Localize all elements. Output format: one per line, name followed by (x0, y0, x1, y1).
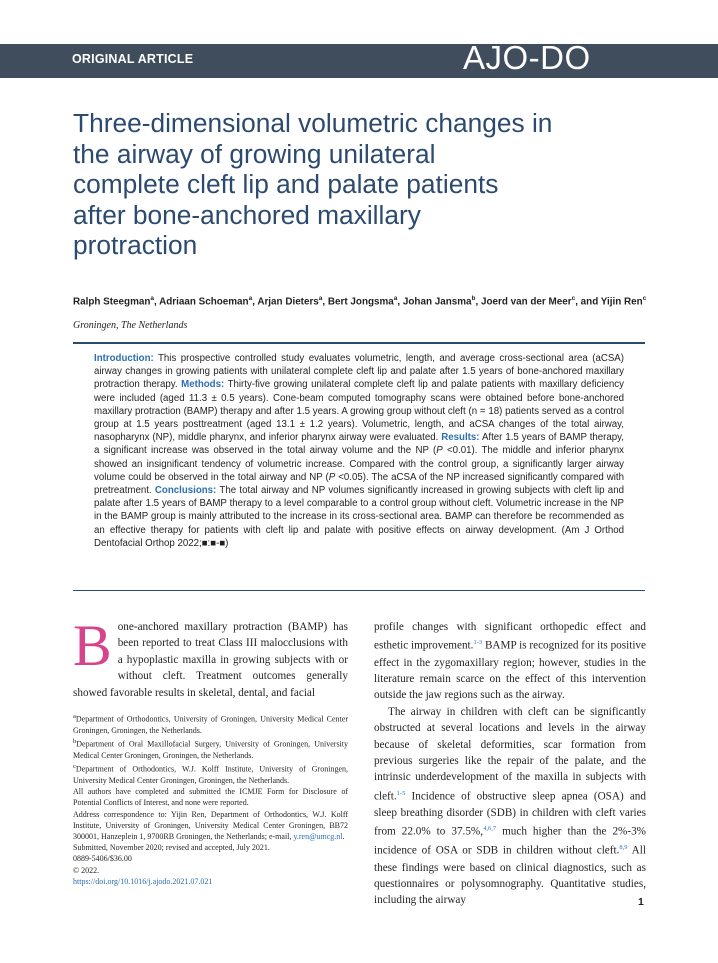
body-paragraph (73, 613, 348, 701)
abstract (94, 352, 624, 550)
abstract-results: <0.01). The middle and inferior pharynx showed an insignificant tendency of volumetric increase. Compared with the control group, a significantly larger airway volume could be observed in the total airway and NP ( (94, 445, 624, 483)
author-name: Yijin Ren (600, 296, 643, 308)
title-line: Three-dimensional volumetric changes in (73, 108, 553, 138)
footnote-disclosure: All authors have completed and submitted the ICMJE Form for Disclosure of Potential Conflicts of Interest, and none were reported. (73, 787, 348, 808)
title-line: the airway of growing unilateral (73, 138, 436, 169)
citation-link[interactable]: 4,6,7 (483, 825, 497, 833)
citation-link[interactable]: 1-5 (396, 789, 406, 797)
footnote-copyright: © 2022. (73, 865, 100, 875)
footnote-text: Department of Oral Maxillofacial Surgery, University of Groningen, University Medical Center Groningen, Groningen, the Netherlands. (73, 739, 348, 760)
journal-logo: AJO-DO (463, 39, 591, 76)
body-paragraph (374, 704, 646, 909)
drop-cap: B (73, 613, 112, 678)
author-affiliation-mark: a (248, 295, 253, 302)
footnote-text: Department of Orthodontics, University of Groningen, University Medical Center Groningen, Groningen, the Netherlands. (73, 714, 348, 735)
author-name: Arjan Dieters (257, 296, 319, 308)
author-affiliation-mark: a (318, 295, 323, 302)
page-number: 1 (638, 896, 644, 908)
title-line: after bone-anchored maxillary (73, 199, 421, 230)
author-affiliation-mark: c (571, 295, 576, 302)
body-text: The airway in children with cleft can be significantly obstructed at several locations and levels in the airway because of skeletal deformities, scar formation from previous surgeries like the repair of the palate, and the intrinsic underdevelopment of the maxilla in subjects with cleft. (374, 705, 646, 803)
article-title (73, 108, 593, 261)
abstract-methods: Thirty-five growing unilateral complete cleft lip and palate patients with maxillary deficiency were included (aged 11.3 ± 0.5 years). Cone-beam computed tomography scans were obtained before bone-anchored maxillary protraction (BAMP) therapy and after 1.5 years. A growing group without cleft (n = 18) patients served as a control group at 1.5 years posttreatment (aged 13.1 ± 1.2 years). Volumetric, length, and aCSA changes of the total airway, nasopharynx (NP), middle pharynx, and inferior pharynx airway were evaluated. (94, 379, 624, 444)
footnote (73, 711, 348, 736)
body-paragraph-text: one-anchored maxillary protraction (BAMP) has been reported to treat Class III malocclusions with a hypoplastic maxilla in growing subjects with or without cleft. Treatment outcomes generally showed favorable results in skeletal, dental, and facial (73, 621, 348, 699)
abstract-intro: This prospective controlled study evaluates volumetric, length, and average cross-sectional area (aCSA) airway changes in growing patients with unilateral complete cleft lip and palate after 1.5 years of bone-anchored maxillary protraction therapy. (94, 353, 624, 391)
author-affiliation-mark: c (642, 295, 647, 302)
email-link[interactable]: y.ren@umcg.nl (293, 832, 343, 841)
body-text: All these findings were based on clinical diagnostics, such as questionnaires or polysomnography. Quantitative studies, including the airway (374, 845, 646, 907)
abstract-methods-label: Methods: (181, 379, 225, 391)
abstract-results-label: Results: (441, 432, 480, 444)
abstract-top-rule (73, 342, 645, 344)
title-line: protraction (73, 230, 198, 260)
author-name: Ralph Steegman (73, 296, 151, 308)
body-column-left (73, 613, 348, 701)
body-paragraph (374, 619, 646, 704)
p-value-symbol: P (328, 471, 336, 483)
citation-link[interactable]: 8,9 (619, 844, 628, 852)
footnote (73, 761, 348, 786)
footnote-issn: 0889-5406/$36.00 (73, 854, 132, 864)
abstract-bottom-rule (73, 590, 645, 591)
body-text: profile changes with significant orthopedic effect and esthetic improvement. (374, 621, 646, 653)
p-value-symbol: P (436, 445, 443, 457)
abstract-results: <0.05). The aCSA of the NP increased significantly compared with pretreatment. (94, 471, 624, 497)
author-affiliation-mark: b (471, 295, 476, 302)
author-location: Groningen, The Netherlands (73, 320, 188, 331)
footnote-text: Department of Orthodontics, W.J. Kolff Institute, University of Groningen, University Medical Center Groningen, Groningen, the Netherlands. (73, 764, 348, 785)
body-text: Incidence of obstructive sleep apnea (OSA) and sleep breathing disorder (SDB) in children with cleft varies from 22.0% to 37.5%, (374, 790, 646, 839)
footnote-address-text: Address correspondence to: Yijin Ren, Department of Orthodontics, W.J. Kolff Institute, University of Groningen, University Medical Center Groningen, BB72 300001, Hanzeplein 1, 9700RB Groningen, the Netherlands; e-mail, (73, 809, 348, 841)
abstract-results: After 1.5 years of BAMP therapy, a significant increase was observed in the total airway volume and the NP ( (94, 432, 624, 457)
citation-link[interactable]: 1-3 (473, 639, 483, 647)
author-list: Ralph Steegman$^a$, Adriaan Schoeman$^a$, Arjan Dieters$^a$, Bert Jongsma$^a$, Johan Jansma$^b$, Joerd van der Meer$^c$, and Yijin Ren$^c$ (73, 295, 647, 308)
body-text: BAMP is recognized for its positive effect in the zygomaxillary region; however, studies in the literature remain scarce on the effect of this intervention outside the jaw regions such as the airway. (374, 640, 646, 702)
footnote (73, 736, 348, 761)
title-line: complete cleft lip and palate patients (73, 169, 499, 199)
footnotes (73, 711, 348, 887)
doi-link[interactable]: https://doi.org/10.1016/j.ajodo.2021.07.021 (73, 876, 213, 886)
author-name: Joerd van der Meer (481, 296, 572, 308)
footnote-address: Address correspondence to: Yijin Ren, Department of Orthodontics, W.J. Kolff Institute, University of Groningen, University Medical Center Groningen, BB72 300001, Hanzeplein 1, 9700RB Groningen, the Netherlands; e-mail, y.ren@umcg.nl. (73, 809, 348, 841)
abstract-intro-label: Introduction: (94, 353, 154, 364)
abstract-conclusions: The total airway and NP volumes significantly increased in growing subjects with cleft lip and palate after 1.5 years of BAMP therapy to a level comparable to a control group without cleft. Volumetric increase in the NP in the BAMP group is mainly attributed to the increase in its cross-sectional area. BAMP can therefore be recommended as an effective therapy for patients with cleft lip and palate with positive effects on airway development. (Am J Orthod Dentofacial Orthop 2022;■:■-■) (94, 485, 624, 549)
author-affiliation-mark: a (150, 295, 154, 302)
author-name: Johan Jansma (402, 296, 472, 308)
author-affiliation-mark: a (393, 295, 398, 302)
footnote-mark: c (73, 763, 76, 771)
body-text: much higher than the 2%-3% incidence of OSA or SDB in children without cleft. (374, 826, 646, 858)
section-label: ORIGINAL ARTICLE (72, 52, 194, 66)
footnote-submitted: Submitted, November 2020; revised and accepted, July 2021. (73, 843, 270, 853)
author-name: Bert Jongsma (327, 296, 394, 308)
top-margin (0, 0, 718, 44)
author-name: Adriaan Schoeman (159, 296, 249, 308)
footnote-mark: b (73, 738, 77, 746)
body-column-right (374, 619, 646, 909)
abstract-conclusions-label: Conclusions: (154, 485, 217, 497)
footnote-mark: a (73, 713, 76, 720)
